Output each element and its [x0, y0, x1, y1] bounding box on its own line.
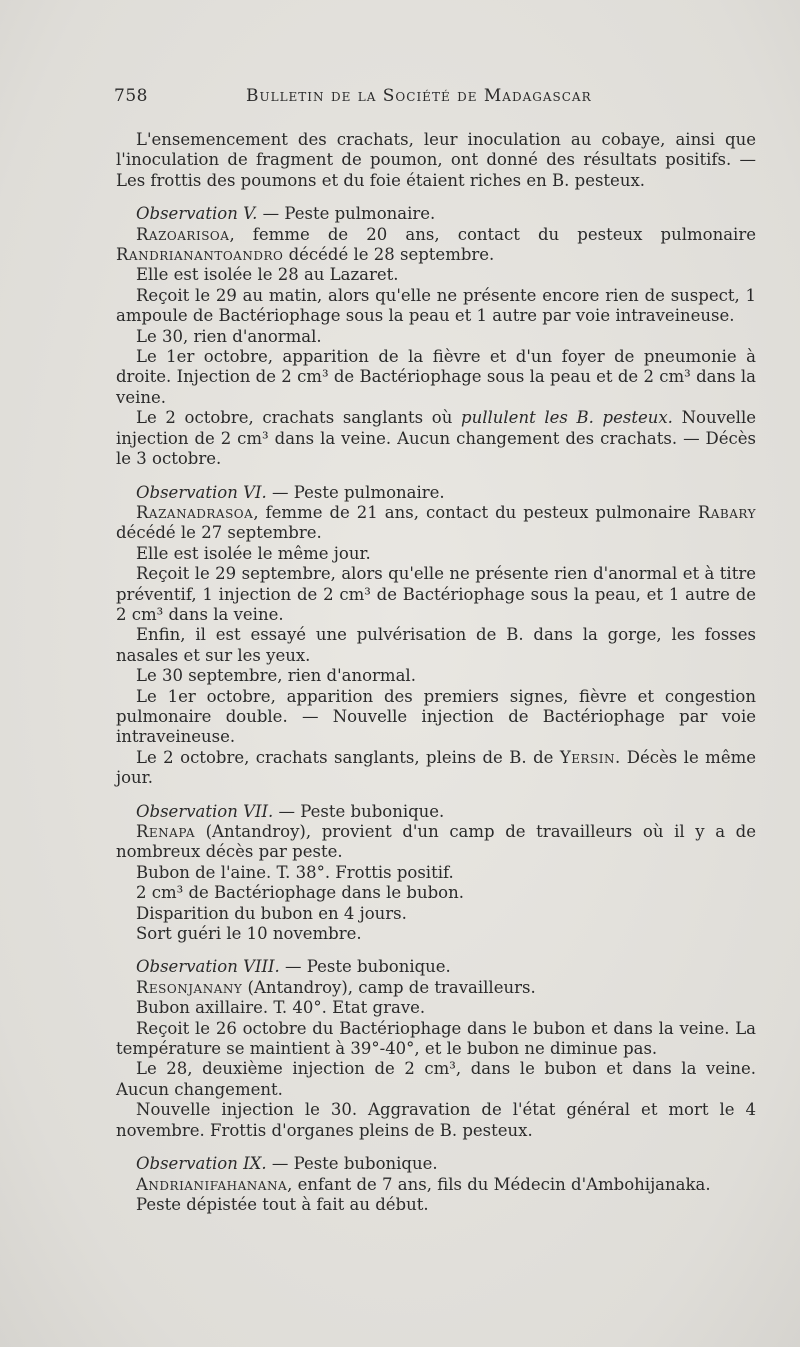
paragraph: Le 1er octobre, apparition de la fièvre et d'un foyer de pneumonie à droite. Injection de 2 cm³ de Bactériophage sous la peau et de 2 cm³ dans la veine.	[116, 347, 756, 407]
paragraph	[116, 978, 756, 998]
patient-name: Andrianifahanana	[136, 1174, 288, 1194]
observation-heading	[116, 483, 756, 503]
text-run: Le 2 octobre, crachats sanglants où	[136, 408, 462, 428]
observation-subtitle: — Peste bubonique.	[279, 957, 451, 977]
paragraph: 2 cm³ de Bactériophage dans le bubon.	[136, 883, 464, 903]
running-head: Bulletin de la Société de Madagascar	[246, 86, 592, 106]
patient-name: Razanadrasoa	[136, 502, 254, 522]
text-run: (Antandroy), provient d'un camp de travailleurs où il y a de nombreux décès par peste.	[116, 822, 756, 862]
text-run: . Décès le même jour.	[116, 747, 756, 788]
person-name: Yersin	[559, 747, 616, 767]
patient-name: Resonjanany	[136, 977, 243, 997]
paragraph: L'ensemencement des crachats, leur inoculation au cobaye, ainsi que l'inoculation de fragment de poumon, ont donné des résultats positifs. — Les frottis des poumons et du foie étaient riches en B. pesteux.	[116, 130, 756, 190]
text-run: décédé le 27 septembre.	[116, 523, 322, 543]
observation-title: Observation VII.	[136, 801, 274, 821]
paragraph: Elle est isolée le même jour.	[136, 543, 371, 563]
paragraph: Sort guéri le 10 novembre.	[136, 924, 362, 944]
paragraph: Reçoit le 29 septembre, alors qu'elle ne présente rien d'anormal et à titre préventif, 1 injection de 2 cm³ de Bactériophage sous la peau, et 1 autre de 2 cm³ dans la veine.	[116, 564, 756, 624]
observation-title: Observation V.	[136, 204, 258, 224]
paragraph: Le 30 septembre, rien d'anormal.	[136, 666, 416, 686]
observation-heading	[116, 802, 756, 822]
patient-name: Razoarisoa	[136, 224, 230, 244]
italic-text: pullulent les B. pesteux.	[461, 408, 673, 428]
paragraph	[116, 408, 756, 469]
paragraph: Bubon axillaire. T. 40°. Etat grave.	[136, 998, 426, 1018]
observation-title: Observation VIII.	[136, 957, 280, 977]
observation-heading	[116, 957, 756, 977]
observation-heading	[116, 1154, 756, 1174]
text-run: , enfant de 7 ans, fils du Médecin d'Ambohijanaka.	[287, 1174, 711, 1194]
observation-subtitle: — Peste bubonique.	[273, 801, 445, 821]
contact-name: Randrianantoandro	[116, 245, 284, 265]
paragraph: Nouvelle injection le 30. Aggravation de l'état général et mort le 4 novembre. Frottis d'organes pleins de B. pesteux.	[116, 1100, 756, 1140]
observation-subtitle: — Peste pulmonaire.	[257, 204, 436, 224]
paragraph: Enfin, il est essayé une pulvérisation de B. dans la gorge, les fosses nasales et sur les yeux.	[116, 625, 756, 665]
contact-name: Rabary	[697, 502, 756, 522]
paragraph	[116, 503, 756, 544]
paragraph: Peste dépistée tout à fait au début.	[136, 1194, 429, 1214]
text-run: Nouvelle injection de 2 cm³ dans la veine. Aucun changement des crachats. — Décès le 3 octobre.	[116, 408, 756, 469]
paragraph	[116, 1175, 756, 1195]
paragraph	[116, 225, 756, 266]
paragraph: Disparition du bubon en 4 jours.	[136, 903, 407, 923]
paragraph: Le 30, rien d'anormal.	[136, 326, 322, 346]
paragraph	[116, 748, 756, 789]
paragraph: Le 1er octobre, apparition des premiers signes, fièvre et congestion pulmonaire double. — Nouvelle injection de Bactériophage par voie intraveineuse.	[116, 686, 756, 747]
paragraph: Elle est isolée le 28 au Lazaret.	[136, 265, 399, 285]
observation-title: Observation IX.	[136, 1154, 267, 1174]
paragraph	[116, 822, 756, 863]
observation-subtitle: — Peste pulmonaire.	[266, 482, 445, 502]
paragraph: Reçoit le 26 octobre du Bactériophage dans le bubon et dans la veine. La température se maintient à 39°-40°, et le bubon ne diminue pas.	[116, 1018, 756, 1059]
observation-subtitle: — Peste bubonique.	[266, 1154, 438, 1174]
page-header	[114, 86, 686, 112]
patient-name: Renapa	[136, 822, 195, 841]
paragraph: Le 28, deuxième injection de 2 cm³, dans le bubon et dans la veine. Aucun changement.	[116, 1059, 756, 1099]
text-run: , femme de 20 ans, contact du pesteux pulmonaire	[229, 224, 756, 244]
observation-title: Observation VI.	[136, 482, 267, 502]
text-run: Le 2 octobre, crachats sanglants, pleins de B. de	[136, 747, 560, 767]
paragraph: Bubon de l'aine. T. 38°. Frottis positif.	[136, 862, 454, 882]
text-run: décédé le 28 septembre.	[283, 245, 495, 265]
text-run: , femme de 21 ans, contact du pesteux pulmonaire	[253, 502, 698, 522]
body-text	[116, 130, 756, 1215]
page-number: 758	[114, 86, 148, 106]
paragraph: Reçoit le 29 au matin, alors qu'elle ne présente encore rien de suspect, 1 ampoule de Bactériophage sous la peau et 1 autre par voie intraveineuse.	[116, 285, 756, 326]
text-run: (Antandroy), camp de travailleurs.	[242, 977, 536, 997]
observation-heading	[116, 204, 756, 224]
